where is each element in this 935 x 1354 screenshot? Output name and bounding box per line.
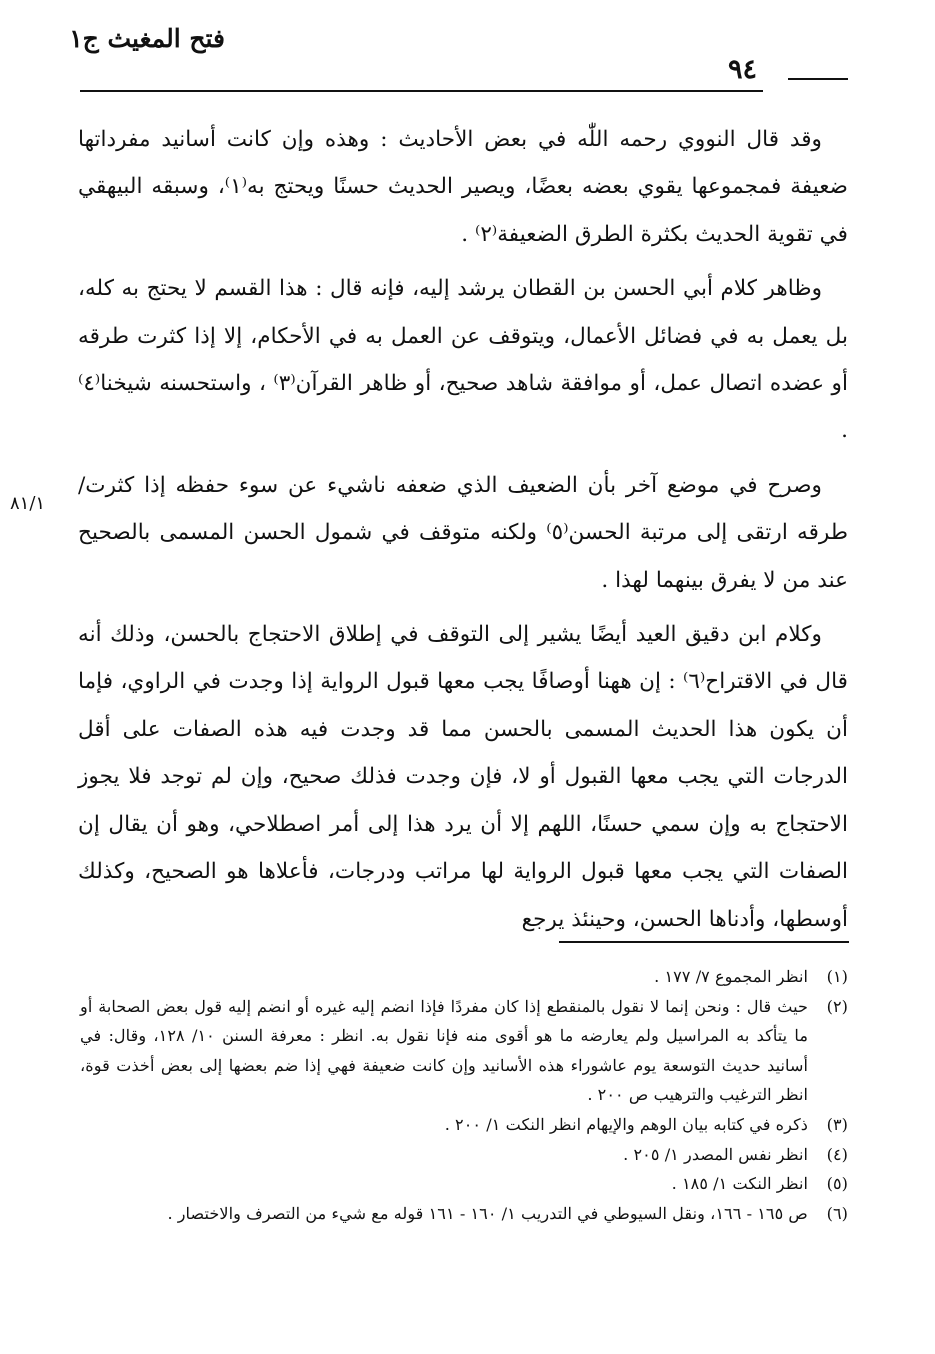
footnote [80, 1169, 848, 1199]
paragraph: وظاهر كلام أبي الحسن بن القطان يرشد إليه، فإنه قال : هذا القسم لا يحتج به كله، بل يعمل به في فضائل الأعمال، ويتوقف عن العمل به في الأحكام، إلا إذا كثرت طرقه أو عضده اتصال عمل، أو موافقة شاهد صحيح، أو ظاهر القرآن⁽٣⁾ ، واستحسنه شيخنا⁽٤⁾ . [78, 276, 848, 444]
footnote [80, 1199, 848, 1229]
footnote-number: (٥) [826, 1174, 848, 1194]
footnote [80, 962, 848, 992]
footnote [80, 992, 848, 1110]
running-header-title: فتح المغيث ج١ [69, 24, 225, 53]
footnote-separator [559, 941, 849, 943]
margin-reference: ٨١/١ [10, 493, 46, 514]
footnote-text: انظر النكت ١/ ١٨٥ . [671, 1174, 808, 1194]
paragraph: وقد قال النووي رحمه اللّٰه في بعض الأحاديث : وهذه وإن كانت أسانيد مفرداتها ضعيفة فمجموعها يقوي بعضه بعضًا، ويصير الحديث حسنًا ويحتج به⁽١⁾، وسبقه البيهقي في تقوية الحديث بكثرة الطرق الضعيفة⁽٢⁾ . [78, 127, 848, 247]
footnotes [80, 962, 848, 1228]
footnote [80, 1140, 848, 1170]
footnote-text: انظر نفس المصدر ١/ ٢٠٥ . [623, 1144, 808, 1164]
footnote-number: (٣) [826, 1114, 848, 1134]
paragraph: وكلام ابن دقيق العيد أيضًا يشير إلى التوقف في إطلاق الاحتجاج بالحسن، وذلك أنه قال في الاقتراح⁽٦⁾ : إن ههنا أوصافًا يجب معها قبول الرواية إذا وجدت في الراوي، فإما أن يكون هذا الحديث المسمى بالحسن مما قد وجدت فيه هذه الصفات على أقل الدرجات التي يجب معها القبول أو لا، فإن وجدت فذلك صحيح، وإن لم توجد فلا يجوز الاحتجاج به وإن سمي حسنًا، اللهم إلا أن يرد هذا إلى أمر اصطلاحي، وهو أن يقال إن الصفات التي يجب معها قبول الرواية لها مراتب ودرجات، فأعلاها هو الصحيح، وكذلك أوسطها، وأدناها الحسن، وحينئذ يرجع [78, 622, 848, 932]
header-rule [80, 90, 763, 92]
header-rule-short [788, 78, 848, 80]
footnote [80, 1110, 848, 1140]
footnote-text: حيث قال : ونحن إنما لا نقول بالمنقطع إذا كان مفردًا فإذا انضم إليه غيره أو انضم إليه قول بعض الصحابة أو ما يتأكد به المراسيل ولم يعارضه ما هو أقوى منه فإنا نقول به. انظر : معرفة السنن ١٠/ ١٢٨، وقال: في أسانيد حديث التوسعة يوم عاشوراء هذه الأسانيد وإن كانت ضعيفة فهي إذا ضم بعضها إلى بعض أخذت قوة، انظر الترغيب والترهيب ص ٢٠٠ . [80, 996, 808, 1105]
footnote-text: ذكره في كتابه بيان الوهم والإيهام انظر النكت ١/ ٢٠٠ . [444, 1114, 808, 1134]
paragraph: وصرح في موضع آخر بأن الضعيف الذي ضعفه ناشيء عن سوء حفظه إذا كثرت/ طرقه ارتقى إلى مرتبة الحسن⁽٥⁾ ولكنه متوقف في شمول الحسن المسمى بالصحيح عند من لا يفرق بينهما لهذا . [78, 472, 849, 593]
main-text [78, 116, 848, 943]
footnote-number: (١) [826, 967, 848, 986]
footnote-number: (٢) [826, 996, 848, 1016]
footnote-number: (٤) [826, 1144, 848, 1164]
footnote-text: ص ١٦٥ - ١٦٦، ونقل السيوطي في التدريب ١/ ١٦٠ - ١٦١ قوله مع شيء من التصرف والاختصار . [167, 1203, 808, 1223]
footnote-number: (٦) [826, 1203, 848, 1223]
page-number: ٩٤ [728, 54, 758, 85]
footnote-text: انظر المجموع ٧/ ١٧٧ . [654, 967, 808, 986]
